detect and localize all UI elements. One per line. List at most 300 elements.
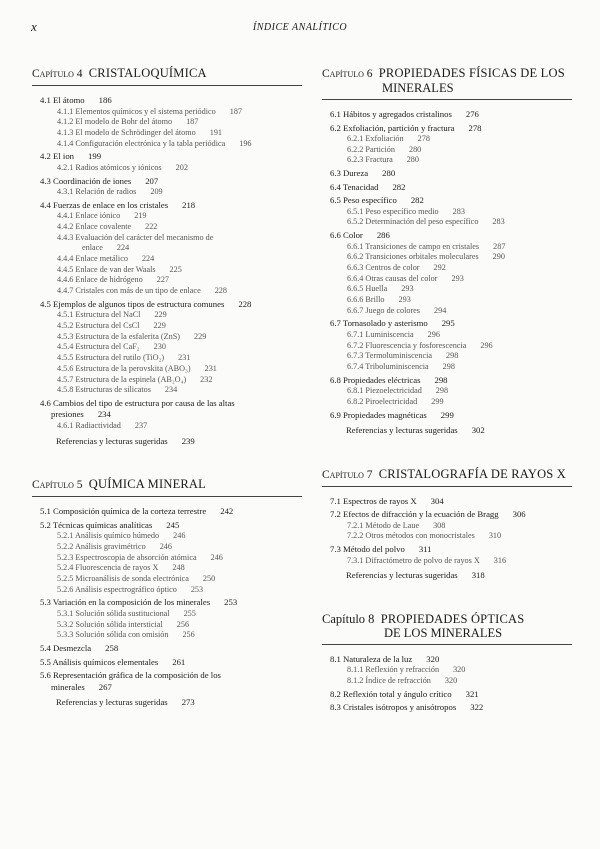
subsection-title: 6.7.2 Fluorescencia y fosforescencia: [347, 340, 467, 350]
subsection-entry: [322, 531, 572, 542]
subsection-title: 6.6.1 Transiciones de campo en cristales: [347, 241, 480, 251]
subsection-title: 7.2.1 Método de Laue: [347, 520, 420, 530]
subsection-title: 8.1.1 Reflexión y refracción: [347, 665, 440, 675]
subsection-title: 7.2.2 Otros métodos con monocristales: [347, 531, 475, 541]
section-page: 322: [470, 702, 484, 713]
subsection-title: 6.2.2 Partición: [347, 144, 395, 154]
section-title: [32, 520, 302, 532]
section-title-text: 4.5 Ejemplos de algunos tipos de estructura comunes: [40, 298, 225, 309]
subsection-entry: [32, 353, 302, 364]
section-title: [322, 318, 572, 330]
subsection-entry: [32, 609, 302, 620]
chapter-title: CRISTALOGRAFÍA DE RAYOS X: [378, 466, 567, 481]
subsection-entry: [32, 531, 302, 542]
section-title: [32, 95, 302, 107]
subsection-title: 6.5.2 Determinación del peso específico: [347, 217, 479, 227]
subsection-page: 280: [406, 155, 419, 165]
toc-section: [32, 520, 302, 596]
chapter-6: [322, 66, 572, 437]
subsection-title: 4.4.2 Enlace covalente: [57, 221, 132, 231]
subsection-page: 234: [164, 385, 178, 395]
subsection-entry: [322, 306, 572, 317]
subsection-page: 187: [229, 106, 242, 116]
toc-section: [32, 670, 302, 693]
subsection-title: 6.7.3 Termoluminiscencia: [347, 351, 432, 361]
subsection-page: 229: [153, 321, 166, 331]
section-title-text-line2: minerales: [51, 681, 85, 692]
toc-section: [322, 109, 572, 121]
section-title: [322, 123, 572, 135]
toc-section: [322, 318, 572, 372]
subsection-page: 320: [453, 665, 466, 675]
section-title: [32, 299, 302, 311]
section-title: [322, 544, 572, 556]
subsection-page: 246: [173, 531, 186, 541]
subsection-entry: [322, 362, 572, 373]
subsection-entry: [322, 341, 572, 352]
section-title-text: 8.3 Cristales isótropos y anisótropos: [330, 702, 457, 713]
subsection-title: 6.6.4 Otras causas del color: [347, 273, 438, 283]
section-title-text: 5.4 Desmezcla: [40, 643, 92, 653]
section-title-text: 6.5 Peso específico: [330, 195, 397, 206]
section-page: 242: [220, 506, 234, 517]
chapter-7: [322, 467, 572, 582]
subsection-page: 292: [433, 262, 446, 272]
subsection-title: 4.1.3 El modelo de Schrödinger del átomo: [57, 127, 196, 137]
right-column: [322, 66, 572, 744]
subsection-entry: [32, 254, 302, 265]
section-page: 245: [166, 519, 180, 530]
section-title: [32, 176, 302, 188]
chapter-label: Capítulo 6: [322, 68, 373, 80]
subsection-title: 5.3.2 Solución sólida intersticial: [57, 619, 163, 629]
section-title-text: 6.2 Exfoliación, partición y fractura: [330, 122, 455, 133]
chapter-heading: [322, 467, 572, 487]
subsection-page: 320: [444, 675, 458, 685]
section-title: [32, 657, 302, 669]
section-page: 234: [97, 409, 111, 420]
toc-section: [32, 506, 302, 518]
section-title-text: 6.1 Hábitos y agregados cristalinos: [330, 109, 452, 119]
subsection-page: 256: [182, 630, 195, 640]
section-title: [32, 398, 302, 421]
section-title-text: 7.1 Espectros de rayos X: [330, 495, 417, 506]
toc-section: [32, 95, 302, 149]
section-title: [322, 496, 572, 508]
subsection-entry: [32, 585, 302, 596]
subsection-page: 248: [172, 563, 185, 573]
section-page: 253: [224, 597, 238, 608]
toc-section: [322, 509, 572, 542]
section-title: [322, 654, 572, 666]
references-title: Referencias y lecturas sugeridas: [56, 435, 168, 446]
section-title-text: 8.2 Reflexión total y ángulo crítico: [330, 688, 452, 699]
subsection-title: 5.3.3 Solución sólida con omisión: [57, 630, 169, 640]
subsection-page: 294: [434, 305, 447, 315]
subsection-title: 4.1.2 El modelo de Bohr del átomo: [57, 117, 173, 127]
subsection-page: 316: [493, 555, 507, 565]
subsection-page: 308: [433, 520, 446, 530]
section-title: [322, 230, 572, 242]
subsection-page: 227: [156, 275, 169, 285]
subsection-title: 4.4.7 Cristales con más de un tipo de enlace: [57, 286, 201, 296]
references-page: 302: [471, 425, 485, 436]
subsection-title: 4.5.8 Estructuras de silicatos: [57, 385, 151, 395]
subsection-entry: [322, 556, 572, 567]
section-title-text: 6.6 Color: [330, 230, 363, 241]
subsection-entry: [32, 421, 302, 432]
section-title: [322, 375, 572, 387]
references-title: Referencias y lecturas sugeridas: [346, 570, 458, 581]
running-title: ÍNDICE ANALÍTICO: [252, 22, 348, 33]
subsection-page: 230: [153, 342, 166, 352]
section-title: [322, 195, 572, 207]
chapter-5: [32, 477, 302, 708]
chapter-8: [322, 612, 572, 714]
subsection-entry: [32, 265, 302, 276]
section-page: 282: [392, 181, 406, 192]
subsection-page: 296: [480, 340, 493, 350]
subsection-title: 4.5.3 Estructura de la esfalerita (ZnS): [57, 331, 180, 341]
subsection-title: 4.4.5 Enlace de van der Waals: [57, 264, 156, 274]
section-title-text: 6.3 Dureza: [330, 168, 369, 179]
subsection-page: 246: [210, 552, 223, 562]
section-title: [32, 643, 302, 655]
subsection-page: 231: [178, 353, 191, 363]
chapter-heading: [32, 477, 302, 497]
subsection-entry: [322, 263, 572, 274]
subsection-title: 6.2.1 Exfoliación: [347, 134, 404, 143]
subsection-page: 191: [209, 127, 222, 137]
section-page: 311: [418, 544, 432, 555]
subsection-title: 5.2.2 Análisis gravimétrico: [57, 541, 146, 551]
chapter-title-line2: DE LOS MINERALES: [384, 625, 503, 640]
subsection-page: 290: [492, 252, 505, 262]
subsection-entry: [32, 275, 302, 286]
toc-section: [32, 398, 302, 432]
section-page: 228: [238, 298, 252, 309]
section-title: [32, 200, 302, 212]
page-number: x: [31, 19, 38, 34]
section-title: [32, 597, 302, 609]
section-page: 299: [440, 409, 454, 420]
section-title-text: 7.3 Método del polvo: [330, 544, 405, 555]
subsection-entry: [32, 163, 302, 174]
subsection-entry: [32, 310, 302, 321]
subsection-page: 246: [159, 541, 172, 551]
chapter-title: QUÍMICA MINERAL: [88, 477, 206, 492]
section-page: 278: [468, 122, 482, 133]
subsection-page: 296: [427, 329, 440, 339]
subsection-title: 6.7.4 Triboluminiscencia: [347, 362, 429, 372]
toc-section: [322, 496, 572, 508]
subsection-entry: [32, 364, 302, 375]
references-entry: [322, 570, 572, 582]
section-title: [322, 168, 572, 180]
subsection-title: 5.2.4 Fluorescencia de rayos X: [57, 563, 159, 573]
subsection-page: 224: [141, 254, 155, 264]
subsection-entry: [32, 211, 302, 222]
subsection-title: 6.8.2 Piroelectricidad: [347, 396, 418, 406]
subsection-title: 5.2.1 Análisis químico húmedo: [57, 531, 160, 541]
toc-section: [322, 375, 572, 408]
chapter-title: CRISTALOQUÍMICA: [88, 66, 207, 80]
subsection-entry: [32, 332, 302, 343]
chapter-label: Capítulo 7: [322, 468, 373, 481]
toc-section: [322, 182, 572, 194]
subsection-title: 4.1.4 Configuración electrónica y la tabla periódica: [57, 138, 226, 148]
section-page: 207: [145, 175, 159, 186]
subsection-page: 293: [451, 273, 464, 283]
subsection-page: 283: [452, 206, 465, 216]
section-page: 280: [382, 168, 396, 179]
toc-section: [32, 200, 302, 297]
subsection-page: 255: [183, 608, 196, 618]
section-title-text: 5.3 Variación en la composición de los minerales: [40, 597, 211, 608]
subsection-page: 280: [408, 144, 422, 154]
subsection-page: 224: [116, 243, 130, 253]
section-page: 186: [98, 95, 112, 105]
section-title: [322, 509, 572, 521]
section-title: [32, 670, 302, 693]
subsection-entry: [32, 342, 302, 353]
subsection-entry: [322, 665, 572, 676]
chapter-title-line2: MINERALES: [382, 81, 454, 95]
subsection-title: 6.6.7 Juego de colores: [347, 305, 420, 315]
subsection-entry: [32, 542, 302, 553]
subsection-page: 293: [401, 284, 414, 294]
subsection-title: 5.3.1 Solución sólida sustitucional: [57, 608, 170, 618]
subsection-title: 4.1.1 Elementos químicos y el sistema periódico: [57, 106, 216, 116]
toc-section: [322, 195, 572, 228]
subsection-title: 6.6.2 Transiciones orbitales moleculares: [347, 252, 479, 262]
subsection-entry: [322, 207, 572, 218]
subsection-entry: [32, 321, 302, 332]
section-title: [322, 410, 572, 422]
subsection-title: 6.6.6 Brillo: [347, 295, 385, 305]
subsection-page: 222: [145, 221, 158, 231]
subsection-page: 287: [493, 241, 506, 251]
subsection-entry: [322, 145, 572, 156]
section-title: [322, 702, 572, 714]
section-title-text: 5.6 Representación gráfica de la composición de los: [40, 670, 221, 680]
subsection-title: 6.8.1 Piezoelectricidad: [347, 386, 422, 396]
section-title-text: 6.9 Propiedades magnéticas: [330, 409, 427, 420]
subsection-entry: [32, 233, 302, 254]
subsection-entry: [322, 217, 572, 228]
subsection-page: 250: [202, 573, 216, 583]
section-page: 321: [465, 688, 479, 699]
section-page: 276: [465, 109, 479, 119]
chapter-4: [32, 66, 302, 447]
subsection-entry: [322, 676, 572, 687]
subsection-title: 6.7.1 Luminiscencia: [347, 329, 414, 339]
references-page: 318: [471, 570, 485, 581]
subsection-entry: [322, 274, 572, 285]
subsection-entry: [322, 134, 572, 145]
subsection-title: 6.5.1 Peso específico medio: [347, 206, 439, 216]
subsection-title: 8.1.2 Índice de refracción: [347, 675, 431, 685]
subsection-page: 232: [200, 374, 213, 384]
subsection-title: 4.5.1 Estructura del NaCl: [57, 310, 141, 320]
toc-section: [32, 657, 302, 669]
subsection-page: 231: [204, 363, 217, 373]
subsection-title: 4.5.5 Estructura del rutilo (TiO₂): [57, 353, 165, 363]
section-page: 286: [376, 230, 390, 241]
section-page: 218: [182, 199, 196, 210]
subsection-page: 219: [134, 211, 147, 221]
subsection-title: 4.5.7 Estructura de la espinela (AB₂O₄): [57, 374, 187, 384]
subsection-page: 237: [134, 420, 148, 430]
subsection-title: 5.2.6 Análisis espectrográfico óptico: [57, 584, 177, 594]
subsection-title: 4.3.1 Relación de radios: [57, 187, 137, 197]
subsection-entry: [32, 117, 302, 128]
toc-section: [32, 176, 302, 198]
subsection-page: 310: [488, 531, 502, 541]
references-entry: [32, 436, 302, 448]
references-page: 239: [181, 435, 195, 446]
subsection-entry: [32, 574, 302, 585]
subsection-entry: [32, 222, 302, 233]
subsection-entry: [32, 128, 302, 139]
references-entry: [322, 425, 572, 437]
section-title-text: 6.8 Propiedades eléctricas: [330, 374, 421, 385]
subsection-entry: [32, 107, 302, 118]
left-column: [32, 66, 302, 739]
references-page: 273: [181, 697, 195, 707]
subsection-title: 5.2.3 Espectroscopia de absorción atómica: [57, 552, 197, 562]
references-entry: [32, 697, 302, 709]
section-page: 261: [172, 656, 186, 667]
section-title-text: 4.4 Fuerzas de enlace en los cristales: [40, 199, 169, 210]
chapter-label: Capítulo 4: [32, 68, 83, 80]
subsection-title: 4.5.4 Estructura del CaF₂: [57, 342, 140, 352]
subsection-entry: [322, 284, 572, 295]
subsection-page: 229: [154, 310, 167, 320]
section-page: 267: [98, 681, 112, 692]
subsection-page: 256: [176, 619, 190, 629]
subsection-title: 5.2.5 Microanálisis de sonda electrónica: [57, 573, 189, 583]
section-title-text: 5.2 Técnicas químicas analíticas: [40, 519, 153, 530]
section-title-text-line2: presiones: [51, 409, 84, 420]
subsection-page: 253: [190, 584, 204, 594]
section-title: [322, 182, 572, 194]
subsection-entry: [32, 385, 302, 396]
subsection-title: 4.5.2 Estructura del CsCl: [57, 321, 140, 331]
subsection-page: 196: [239, 138, 252, 148]
subsection-entry: [32, 375, 302, 386]
subsection-entry: [322, 295, 572, 306]
subsection-page: 298: [442, 362, 455, 372]
subsection-page: 187: [186, 117, 199, 127]
subsection-entry: [32, 139, 302, 150]
section-page: 306: [512, 509, 526, 520]
section-title: [322, 109, 572, 121]
subsection-page: 299: [431, 396, 444, 406]
chapter-label: Capítulo 5: [32, 479, 83, 492]
subsection-title: 6.6.5 Huella: [347, 284, 388, 294]
subsection-page: 298: [435, 386, 449, 396]
toc-section: [322, 654, 572, 687]
toc-section: [32, 151, 302, 173]
section-title-text: 4.6 Cambios del tipo de estructura por causa de las altas: [40, 397, 235, 408]
section-title-text: 4.1 El átomo: [40, 95, 85, 105]
toc-section: [322, 123, 572, 167]
toc-section: [322, 544, 572, 566]
subsection-title: 4.2.1 Radios atómicos y iónicos: [57, 162, 162, 172]
subsection-entry: [322, 386, 572, 397]
section-page: 295: [441, 318, 455, 329]
references-title: Referencias y lecturas sugeridas: [56, 697, 168, 707]
toc-section: [322, 702, 572, 714]
subsection-page: 202: [175, 162, 188, 172]
section-title-text: 8.1 Naturaleza de la luz: [330, 653, 413, 664]
section-page: 282: [410, 195, 424, 206]
chapter-heading: [322, 66, 572, 100]
subsection-page: 278: [417, 134, 430, 143]
section-title-text: 4.2 El ion: [40, 151, 75, 162]
section-title-text: 6.7 Tornasolado y asterismo: [330, 318, 428, 329]
section-title-text: 5.5 Análisis químicos elementales: [40, 656, 159, 667]
subsection-entry: [32, 553, 302, 564]
chapter-title: PROPIEDADES ÓPTICAS: [380, 611, 525, 626]
subsection-page: 298: [446, 351, 459, 361]
subsection-title-line2: [57, 243, 302, 254]
subsection-title-cont: enlace: [82, 243, 103, 253]
section-title-text: 7.2 Efectos de difracción y la ecuación de Bragg: [330, 509, 499, 520]
toc-section: [32, 643, 302, 655]
section-title: [322, 689, 572, 701]
subsection-title: 7.3.1 Difractómetro de polvo de rayos X: [347, 555, 480, 565]
subsection-entry: [322, 521, 572, 532]
subsection-entry: [322, 330, 572, 341]
references-title: Referencias y lecturas sugeridas: [346, 425, 458, 436]
subsection-page: 229: [194, 331, 207, 341]
subsection-entry: [32, 620, 302, 631]
toc-section: [322, 689, 572, 701]
subsection-page: 209: [150, 187, 163, 197]
toc-section: [322, 410, 572, 422]
subsection-title: 4.4.6 Enlace de hidrógeno: [57, 275, 143, 285]
section-title: [32, 506, 302, 518]
subsection-page: 283: [492, 217, 505, 227]
subsection-title: 6.6.3 Centros de color: [347, 262, 420, 272]
subsection-entry: [32, 630, 302, 641]
section-title: [32, 151, 302, 163]
subsection-entry: [322, 252, 572, 263]
section-title-text: 6.4 Tenacidad: [330, 181, 379, 192]
section-page: 199: [88, 151, 102, 162]
subsection-entry: [322, 242, 572, 253]
subsection-title: 4.5.6 Estructura de la perovskita (ABO₃): [57, 363, 191, 373]
section-title-text: 5.1 Composición química de la corteza terrestre: [40, 506, 207, 517]
subsection-entry: [32, 187, 302, 198]
section-page: 304: [430, 495, 444, 506]
section-page: 258: [105, 643, 119, 653]
subsection-title: 4.4.1 Enlace iónico: [57, 211, 121, 221]
subsection-title: 4.6.1 Radiactividad: [57, 420, 121, 430]
subsection-entry: [322, 351, 572, 362]
subsection-entry: [32, 563, 302, 574]
subsection-title: 4.4.3 Evaluación del carácter del mecanismo de: [57, 232, 214, 242]
subsection-title: 6.2.3 Fractura: [347, 155, 393, 165]
toc-section: [32, 597, 302, 641]
chapter-title: PROPIEDADES FÍSICAS DE LOS: [378, 66, 565, 80]
chapter-label: Capítulo 8: [322, 611, 375, 626]
section-title-text: 4.3 Coordinación de iones: [40, 175, 132, 186]
subsection-entry: [322, 397, 572, 408]
subsection-page: 225: [169, 264, 182, 274]
